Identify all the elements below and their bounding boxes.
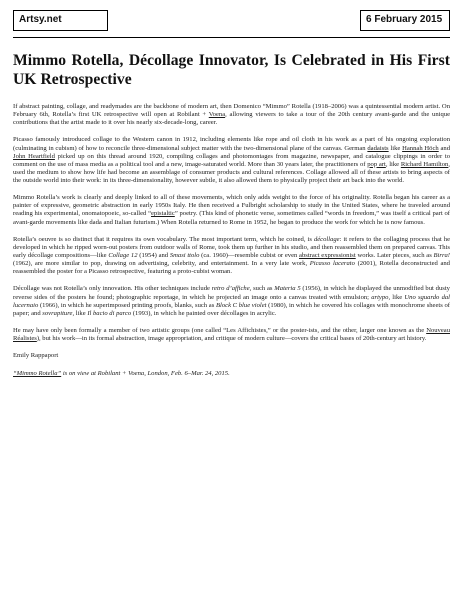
work-title: Smasi ttolo — [169, 251, 200, 259]
text-run: (1966), in which he superimposed printing proofs, blanks, such as — [38, 301, 216, 309]
text-run: (1962), are more similar to pop, drawing on advertising, celebrity, and entertainment. In a very late work, — [13, 260, 310, 268]
text-run: like — [388, 144, 403, 152]
link-dadaists[interactable]: dadaists — [367, 144, 389, 152]
text-run: Rotella’s oeuvre is so distinct that it requires its own vocabulary. The most important term, which he coined, is — [13, 235, 314, 243]
link-voena[interactable]: Voena — [208, 111, 226, 119]
paragraph-groups — [13, 327, 450, 343]
paragraph-intro — [13, 103, 450, 127]
work-title: Collage 12 — [108, 251, 138, 259]
site-name[interactable]: Artsy.net — [13, 10, 108, 31]
work-title: Il bacio di parco — [87, 309, 132, 317]
header-bar — [13, 10, 450, 31]
text-run: Picasso famously introduced collage to the Western canon in 1912, including elements like rope and oil cloth in his work as a part of his ongoing exploration (culminating in cubism) of how to reconcile three-dimensional subject matter with the two-dimensional plane of the canvas. German — [13, 136, 450, 152]
link-john-heartfield[interactable]: John Heartfield — [13, 152, 55, 160]
paragraph-rotella-career — [13, 194, 450, 226]
work-title: Birra! — [433, 251, 450, 259]
text-run: He may have only been formally a member of two artistic groups (one called “Les Affichistes,” or the poster-ists, and the other, larger one known as the — [13, 327, 427, 334]
text-run: If abstract painting, collage, and readymades are the backbone of modern art, then Domenico “Mimmo” Rotella (1918–2006) was a quintessential modern artist. On February 6th, Rotella’s first UK retrospective will open at Robilant + — [13, 103, 450, 119]
work-title: Uno sguardo dal lucernaio — [13, 293, 450, 309]
text-run: , like — [385, 160, 401, 168]
term-retro-affiche: retro d’affiche — [211, 285, 250, 293]
text-run: ” poetry. (This kind of phonetic verse, sometimes called “words in freedom,” was itself a critical part of avant-garde movements like dada and Italian futurism.) When Rotella returned to Rome in 1952, he began to produce the work for which he is now famous. — [13, 210, 450, 226]
paragraph-collage-history — [13, 136, 450, 185]
term-artypo: artypo — [371, 293, 389, 301]
text-run: (1954) and — [137, 251, 170, 259]
term-decollage: décollage — [313, 235, 340, 243]
text-run: , like — [388, 293, 405, 301]
work-title: Picasso lacerato — [309, 260, 355, 268]
text-run: : it refers to the collaging process that he developed in which he ripped worn-out posters from outdoor walls of Rome, took them up further in his studio, and then reassembled them on prepared canvas. This early décollage compositions—like — [13, 235, 451, 259]
link-richard-hamilton[interactable]: Richard Hamilton — [400, 160, 449, 168]
text-run: is on view at Robilant + Voena, London, Feb. 6–Mar. 24, 2015. — [61, 370, 230, 378]
text-run: , such as — [249, 285, 275, 293]
link-hannah-hoch[interactable]: Hannah Höch — [402, 144, 439, 152]
link-nouveau-realistes[interactable]: Nouveau Réalistes — [13, 327, 450, 343]
term-sovrapiture: sovrapiture — [42, 309, 73, 317]
paragraph-decollage — [13, 236, 450, 276]
link-pop-art[interactable]: pop art — [367, 160, 386, 168]
text-run: , like — [72, 309, 88, 317]
link-abstract-expressionist[interactable]: abstract expressionist — [299, 251, 356, 259]
paragraph-techniques — [13, 285, 450, 317]
text-run: Décollage was not Rotella’s only innovation. His other techniques include — [13, 285, 212, 293]
text-run: , used the medium to show how life had become an assemblage of consumer products and cultural references. Collage allowed all of these artists to bring aspects of the outside world into their work: in its three-dimensionality, however subtle, it also allowed them to physically project their art back into the world. — [13, 160, 450, 184]
link-exhibition[interactable]: “Mimmo Rotella” — [13, 370, 62, 378]
work-title: Materia 5 — [274, 285, 301, 293]
text-run: (ca. 1960)—resemble cubist or even — [199, 251, 300, 259]
text-run: (1980), in which he covered his collages with monochrome sheets of paper; and — [13, 301, 450, 317]
text-run: ), but his work—in its formal abstraction, image appropriation, and critique of modern culture—covers the critical bases of 20th-century art history. — [36, 335, 427, 343]
author-byline: Emily Rappaport — [13, 352, 59, 360]
text-run: works. Later pieces, such as — [355, 251, 434, 259]
text-run: (1993), in which he painted over décollages in acrylic. — [131, 309, 277, 317]
text-run: and — [438, 144, 451, 152]
article-title: Mimmo Rotella, Décollage Innovator, Is Celebrated in His First UK Retrospective — [13, 52, 450, 88]
text-run: (2001), Rotella deconstructed and reassembled the poster for a Picasso retrospective, featuring a proto-cubist woman. — [13, 260, 450, 276]
header-divider — [13, 37, 450, 38]
text-run: , allowing viewers to take a tour of the 20th century avant-garde and the unique contributions that the artist made to it over his nearly six-decade-long, career. — [13, 111, 450, 127]
work-title: Block C blue violet — [215, 301, 267, 309]
text-run: Mimmo Rotella’s work is clearly and deeply linked to all of these movements, which only adds weight to the force of his originality. Rotella began his career as a painter of expressive, geometric abstraction in early 1950s Italy. He then received a Fulbright scholarship to study in the United States, where he traveled around reading his experimental, onomatopoeic, so-called “ — [13, 194, 450, 218]
text-run: picked up on this thread around 1920, compiling collages and photomontages from magazine, newspaper, and catalogue clippings in order to comment on the use of mass media as a political tool and a new, image-saturated world. More than 30 years later, the practitioners of — [13, 152, 450, 168]
text-run: (1956), in which he displayed the unmodified but dusty reverse sides of the posters he found; photographic reportage, in which he projected an image onto a canvas treated with emulsion; — [13, 285, 450, 301]
publication-date: 6 February 2015 — [360, 10, 450, 31]
link-epistaltic[interactable]: epistaltic — [151, 210, 175, 218]
exhibition-credit — [13, 370, 450, 378]
